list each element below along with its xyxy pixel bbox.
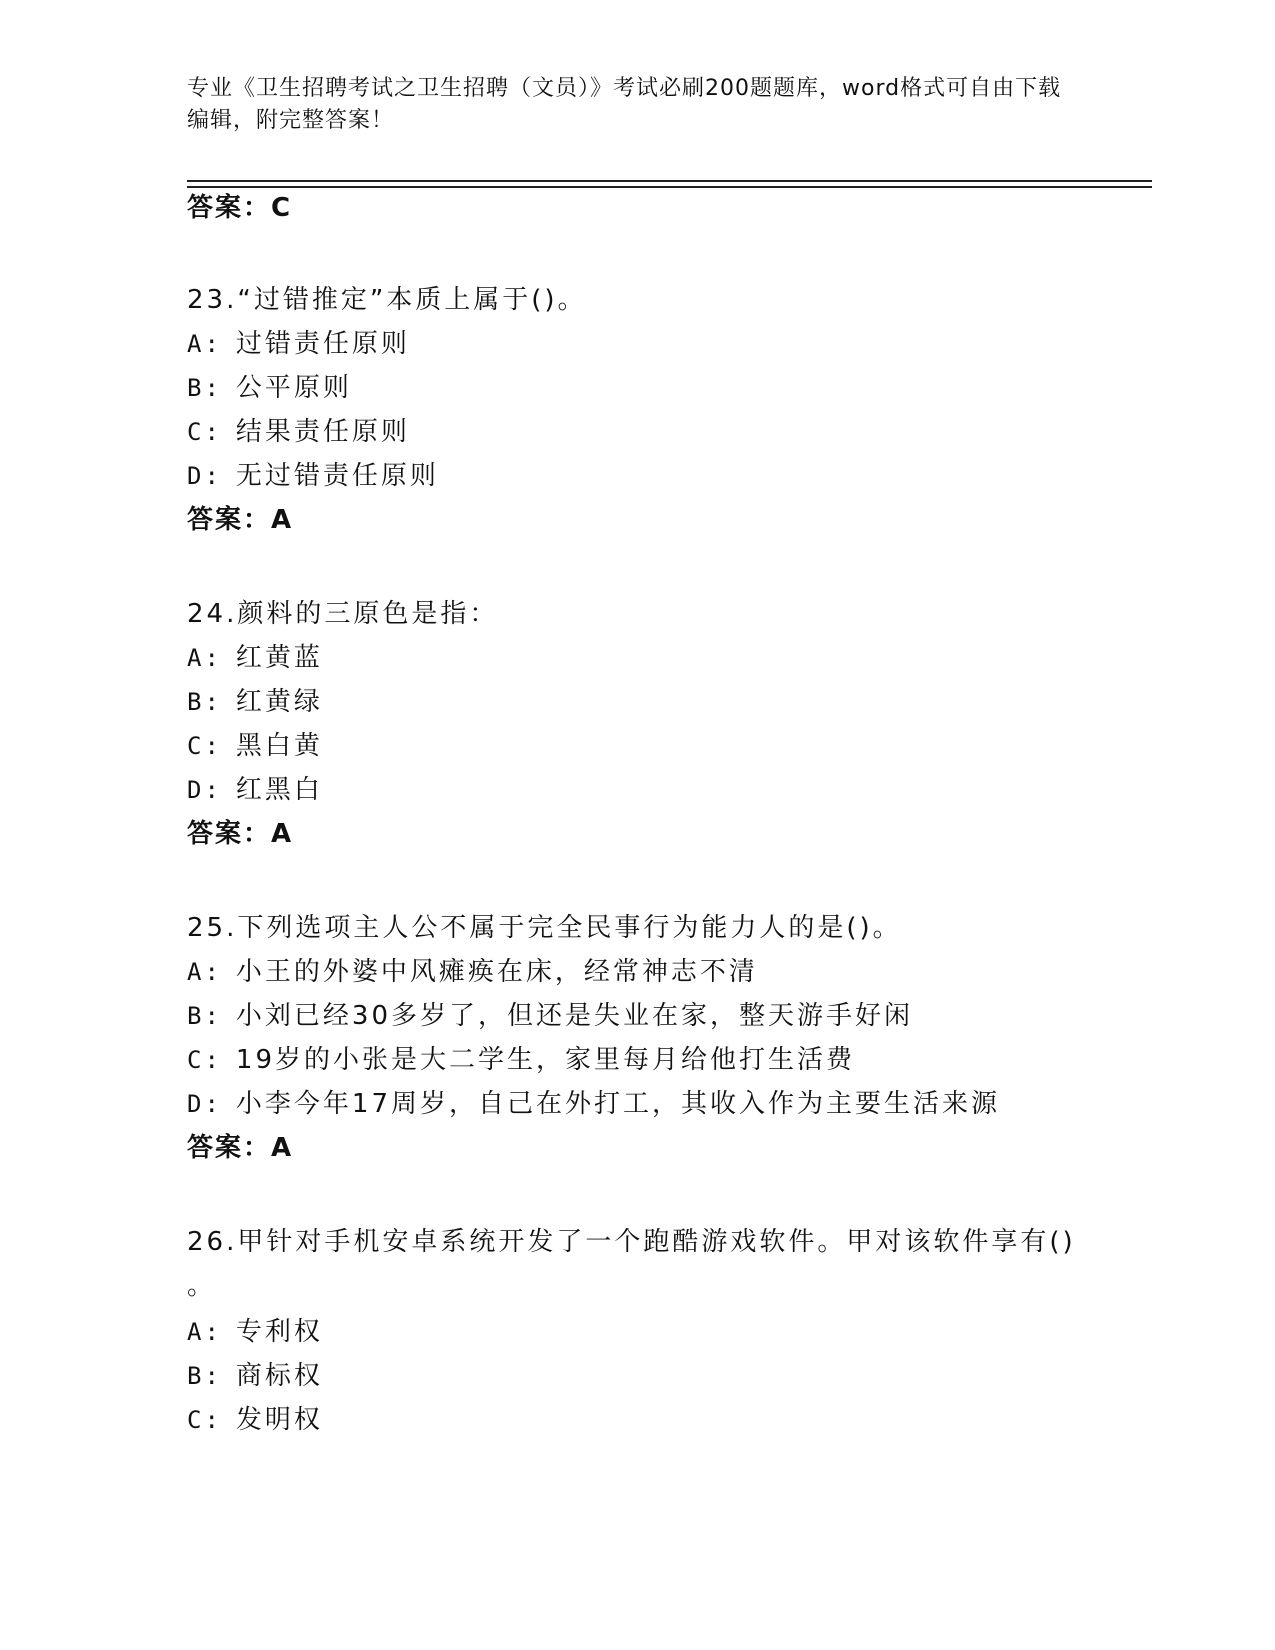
option-letter: C: — [187, 732, 222, 760]
question-23-option-a — [187, 326, 410, 362]
option-text: 商标权 — [235, 1361, 323, 1391]
question-26-stem-continued: 。 — [187, 1271, 217, 1301]
question-26-option-a — [187, 1314, 323, 1350]
question-26-option-b — [187, 1358, 323, 1394]
option-letter: B: — [187, 1362, 222, 1390]
option-letter: D: — [187, 776, 222, 804]
previous-answer: 答案：C — [187, 193, 293, 223]
option-letter: D: — [187, 462, 222, 490]
option-text: 无过错责任原则 — [235, 461, 439, 491]
question-25-option-b — [187, 998, 913, 1034]
option-letter: B: — [187, 374, 222, 402]
question-24-option-c — [187, 728, 323, 764]
question-26-stem: 26.甲针对手机安卓系统开发了一个跑酷游戏软件。甲对该软件享有() — [187, 1227, 1076, 1257]
question-25-stem: 25.下列选项主人公不属于完全民事行为能力人的是()。 — [187, 913, 902, 943]
option-letter: A: — [187, 330, 222, 358]
question-23-answer: 答案：A — [187, 505, 294, 535]
question-25-answer: 答案：A — [187, 1133, 294, 1163]
question-23-stem: 23.“过错推定”本质上属于()。 — [187, 285, 587, 315]
question-24-option-a — [187, 640, 323, 676]
question-24-option-d — [187, 772, 323, 808]
option-text: 小刘已经30多岁了，但还是失业在家，整天游手好闲 — [235, 1001, 913, 1031]
option-letter: C: — [187, 1406, 222, 1434]
option-text: 过错责任原则 — [235, 329, 410, 359]
question-24-option-b — [187, 684, 323, 720]
option-letter: D: — [187, 1090, 222, 1118]
option-text: 公平原则 — [235, 373, 352, 403]
option-letter: C: — [187, 418, 222, 446]
question-26-option-c — [187, 1402, 323, 1438]
option-text: 小李今年17周岁，自己在外打工，其收入作为主要生活来源 — [235, 1089, 1000, 1119]
option-letter: A: — [187, 644, 222, 672]
question-25-option-d — [187, 1086, 1000, 1122]
header-divider-top — [187, 180, 1152, 182]
question-23-option-b — [187, 370, 352, 406]
question-25-option-a — [187, 954, 758, 990]
option-text: 专利权 — [235, 1317, 323, 1347]
question-23-option-c — [187, 414, 410, 450]
option-letter: B: — [187, 1002, 222, 1030]
option-letter: B: — [187, 688, 222, 716]
question-25-option-c — [187, 1042, 855, 1078]
option-letter: C: — [187, 1046, 222, 1074]
option-text: 红黄绿 — [235, 687, 323, 717]
option-text: 红黑白 — [235, 775, 323, 805]
question-23-option-d — [187, 458, 439, 494]
option-letter: A: — [187, 958, 222, 986]
option-text: 结果责任原则 — [235, 417, 410, 447]
option-text: 红黄蓝 — [235, 643, 323, 673]
header-divider-bottom — [187, 186, 1152, 188]
option-text: 黑白黄 — [235, 731, 323, 761]
document-header: 专业《卫生招聘考试之卫生招聘（文员）》考试必刷200题题库，word格式可自由下载编辑，附完整答案！ — [187, 76, 1062, 133]
question-24-stem: 24.颜料的三原色是指： — [187, 599, 499, 629]
option-text: 发明权 — [235, 1405, 323, 1435]
question-24-answer: 答案：A — [187, 819, 294, 849]
option-letter: A: — [187, 1318, 222, 1346]
option-text: 19岁的小张是大二学生，家里每月给他打生活费 — [235, 1045, 855, 1075]
option-text: 小王的外婆中风瘫痪在床，经常神志不清 — [235, 957, 758, 987]
